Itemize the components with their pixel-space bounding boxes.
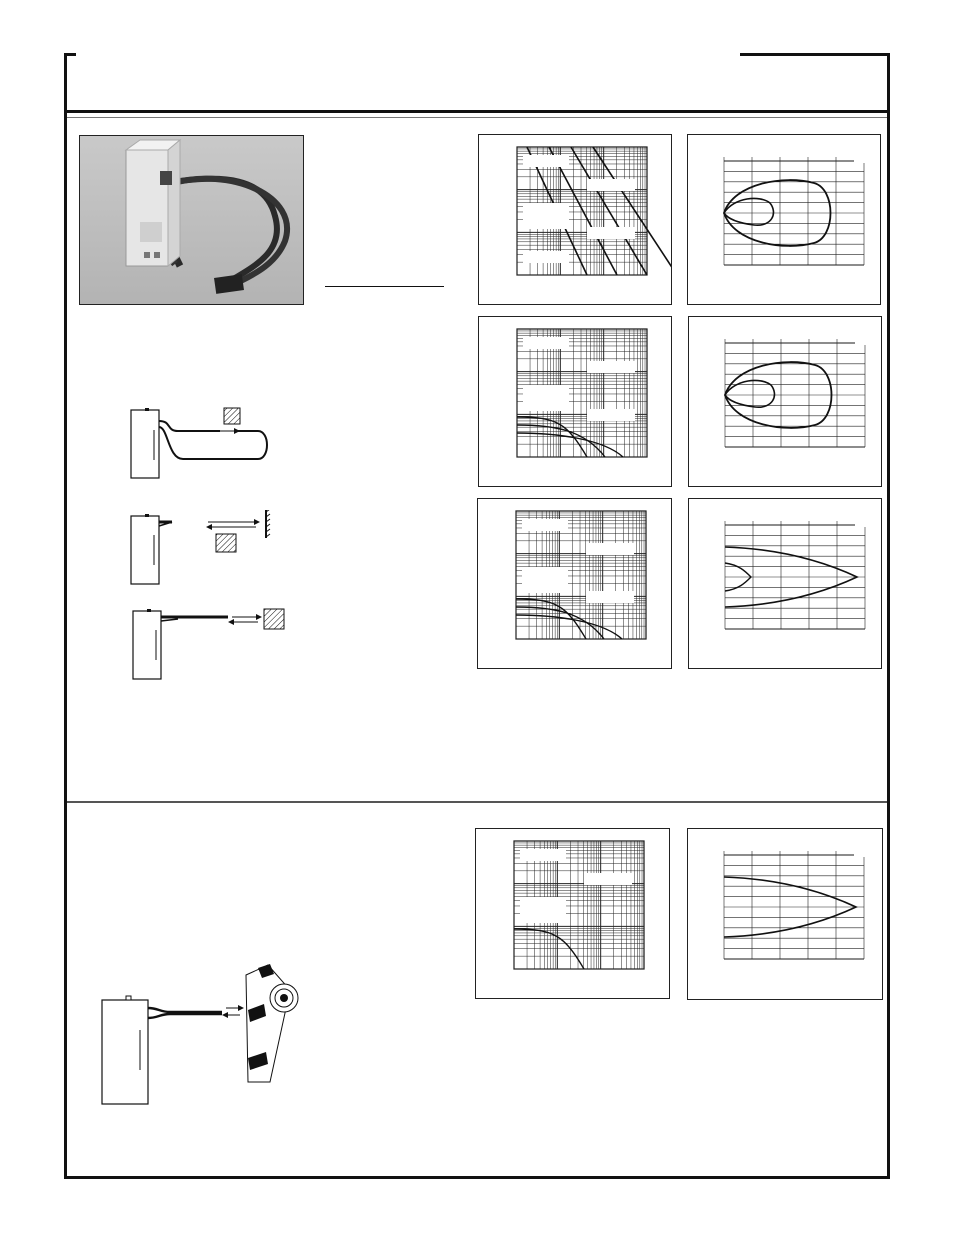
graph-callout-box xyxy=(584,873,632,885)
through-beam-diagram xyxy=(128,405,288,480)
sensor-with-fiber-cables-photo xyxy=(80,136,303,304)
graph-callout-box xyxy=(520,849,566,861)
graph-callout-box xyxy=(587,227,635,239)
graph-callout-box xyxy=(522,567,568,593)
graph-callout-box xyxy=(855,519,869,527)
graph-callout-box xyxy=(522,519,568,531)
graph-callout-box xyxy=(587,361,635,373)
graph-panel-7 xyxy=(475,828,670,999)
graph-panel-1 xyxy=(478,134,672,305)
graph-callout-box xyxy=(855,337,869,345)
graph-panel-2 xyxy=(687,134,881,305)
graph-callout-box xyxy=(523,251,569,263)
beam-pattern-graph xyxy=(688,829,882,999)
range-vs-gain-graph xyxy=(479,317,671,486)
graph-callout-box xyxy=(523,155,569,167)
graph-panel-6 xyxy=(688,498,882,669)
graph-callout-box xyxy=(523,385,569,411)
caption-rule xyxy=(325,286,444,287)
top-divider xyxy=(67,117,887,118)
range-vs-gain-graph xyxy=(476,829,669,998)
graph-callout-box xyxy=(587,179,635,191)
section-divider xyxy=(67,801,887,803)
graph-panel-5 xyxy=(477,498,672,669)
graph-callout-box xyxy=(854,849,868,857)
graph-panel-3 xyxy=(478,316,672,487)
graph-callout-box xyxy=(587,409,635,421)
graph-panel-8 xyxy=(687,828,883,1000)
range-vs-gain-graph xyxy=(479,135,671,304)
graph-callout-box xyxy=(586,591,634,603)
graph-callout-box xyxy=(854,155,868,163)
graph-callout-box xyxy=(586,543,634,555)
graph-panel-4 xyxy=(688,316,882,487)
graph-callout-box xyxy=(520,897,566,923)
sensor-label-roll-diagram xyxy=(98,960,308,1110)
beam-pattern-graph xyxy=(688,135,880,304)
reflective-diagram xyxy=(128,510,288,585)
beam-pattern-graph xyxy=(689,499,881,668)
graph-callout-box xyxy=(523,203,569,229)
range-vs-gain-graph xyxy=(478,499,671,668)
diffuse-diagram xyxy=(128,605,288,680)
product-photo xyxy=(79,135,304,305)
header-box xyxy=(64,53,890,113)
graph-callout-box xyxy=(523,337,569,349)
beam-pattern-graph xyxy=(689,317,881,486)
